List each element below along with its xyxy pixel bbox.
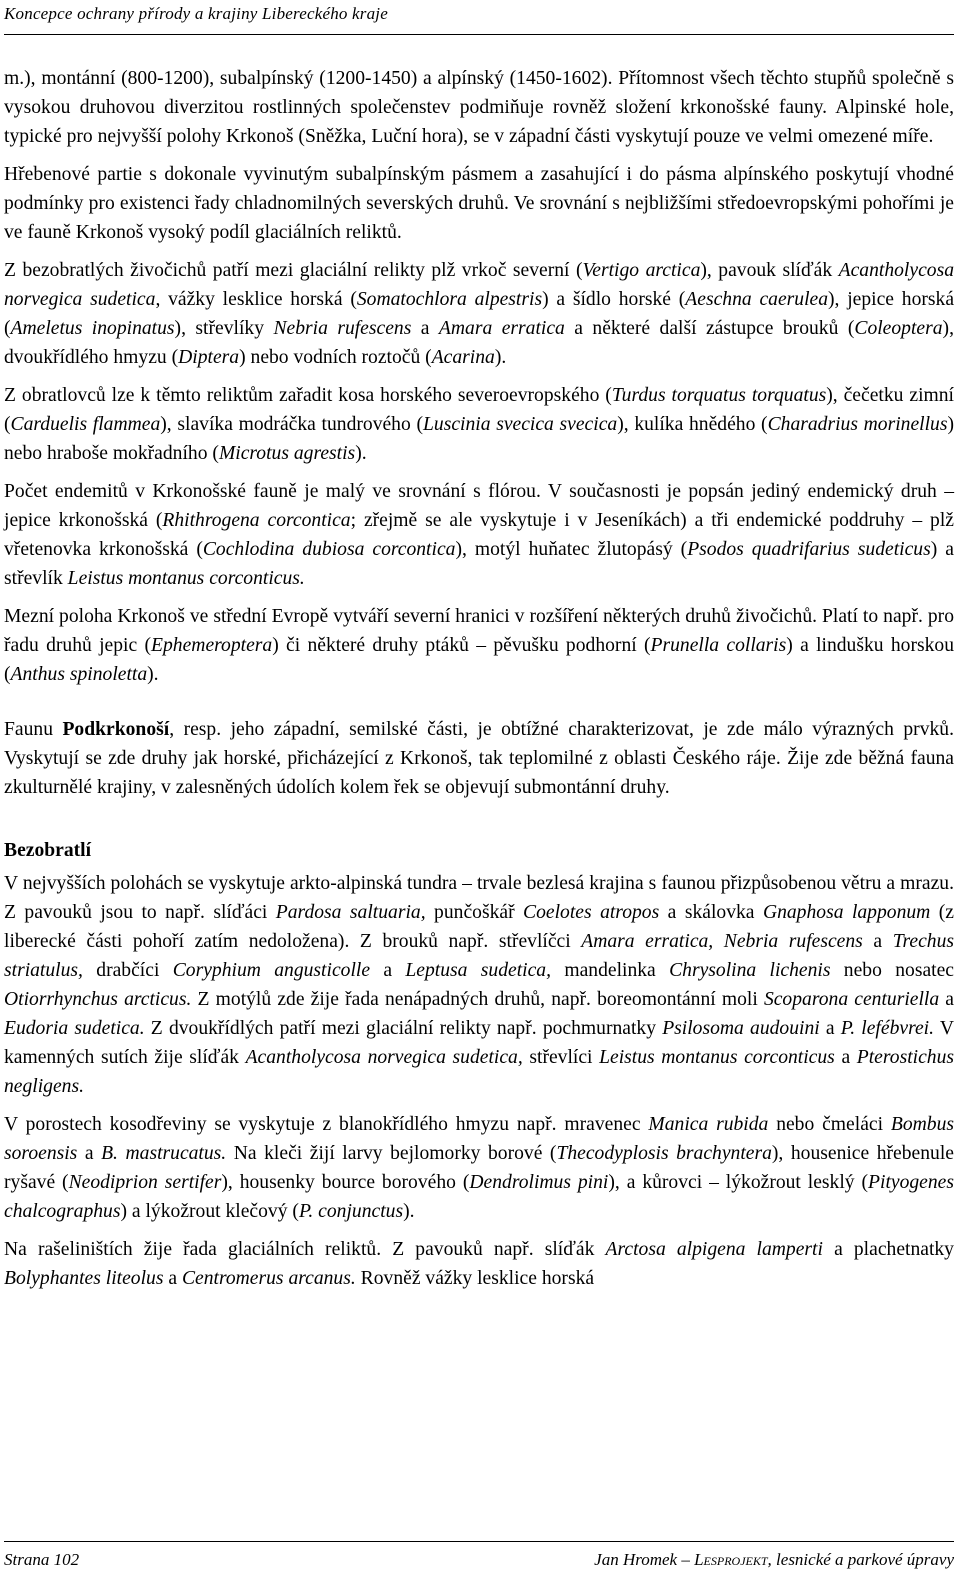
text-run: drabčíci [82, 960, 173, 981]
species-name: Pardosa saltuaria, [275, 902, 426, 923]
page-footer [4, 1541, 954, 1572]
species-name: Leptusa sudetica, [405, 960, 551, 981]
species-name: Microtus agrestis [218, 443, 356, 464]
paragraph [4, 1235, 954, 1293]
footer-author [594, 1550, 954, 1570]
text-run: a [411, 318, 439, 339]
text-run: střevlíci [522, 1047, 600, 1068]
species-name: Acantholycosa norvegica sudetica [4, 260, 954, 310]
species-name: Coryphium angusticolle [172, 960, 371, 981]
text-run: ). [355, 443, 367, 464]
text-run: a [370, 960, 406, 981]
species-name: B. mastrucatus. [101, 1143, 227, 1164]
species-name: Acarina [431, 347, 495, 368]
page-header [4, 0, 954, 35]
species-name: Amara erratica [438, 318, 565, 339]
species-name: Luscinia svecica svecica [423, 414, 618, 435]
text-run: Na kleči žijí larvy bejlomorky borové ( [226, 1143, 557, 1164]
text-run: a [77, 1143, 102, 1164]
text-run: Z obratlovců lze k těmto reliktům zařadit kosa horského severoevropského ( [4, 385, 612, 406]
text-run: ), housenice hřebenule ryšavé ( [4, 1143, 954, 1193]
text-run: Na rašeliništích žije řada glaciálních reliktů. Z pavouků např. slíďák [4, 1239, 606, 1260]
text-run: ), housenky bource borového ( [221, 1172, 470, 1193]
text-run: Rovněž vážky lesklice horská [355, 1268, 595, 1289]
text-run: nebo nosatec [830, 960, 954, 981]
text-run: a skálovka [659, 902, 763, 923]
text-run: ), dvoukřídlého hmyzu ( [4, 318, 954, 368]
text-run: (z liberecké části pohoří zatím nedoložena). Z brouků např. střevlíčci [4, 902, 955, 952]
species-name: Psodos quadrifarius sudeticus [687, 539, 931, 560]
text-run: Z motýlů zde žije řada nenápadných druhů, např. boreomontánní moli [191, 989, 764, 1010]
text-run: ), střevlíky [174, 318, 274, 339]
text-run: a [939, 989, 954, 1010]
text-run: ) nebo hraboše mokřadního ( [4, 414, 955, 464]
text-run: ) a šídlo horské ( [542, 289, 686, 310]
text-run: ; zřejmě se ale vyskytuje i v Jeseníkách) a tři endemické poddruhy – plž vřetenovka krkonošská ( [4, 510, 954, 560]
species-name: Trechus striatulus, [4, 931, 955, 981]
species-name: Ameletus inopinatus [10, 318, 175, 339]
text-run: ) a střevlík [4, 539, 954, 589]
species-name: Turdus torquatus torquatus [611, 385, 827, 406]
text-run: Mezní poloha Krkonoš ve střední Evropě vytváří severní hranici v rozšíření některých druhů živočichů. Platí to např. pro řadu druhů jepic ( [4, 606, 954, 656]
text-run: mandelinka [551, 960, 670, 981]
text-run: ) či některé druhy ptáků – pěvušku podhorní ( [272, 635, 651, 656]
text-run: ), slavíka modráčka tundrového ( [160, 414, 423, 435]
text-run: V porostech kosodřeviny se vyskytuje z blanokřídlého hmyzu např. mravenec [4, 1114, 649, 1135]
species-name: Amara erratica, Nebria rufescens [581, 931, 863, 952]
intro-paragraphs [4, 64, 954, 689]
text-run: Hřebenové partie s dokonale vyvinutým subalpínským pásmem a zasahující i do pásma alpínského poskytují vhodné podmínky pro existenci řady chladnomilných severských druhů. Ve srovnání s nejbližšími středoevropskými pohořími je ve fauně Krkonoš vysoký podíl glaciálních reliktů. [4, 164, 954, 243]
text-run: , vážky lesklice horská ( [155, 289, 357, 310]
text-run: a [163, 1268, 182, 1289]
document-body [4, 64, 954, 1302]
species-name: P. lefébvrei. [840, 1018, 934, 1039]
species-name: Scoparona centuriella [763, 989, 940, 1010]
text-run: m.), montánní (800-1200), subalpínský (1200-1450) a alpínský (1450-1602). Přítomnost všech těchto stupňů společně s vysokou druhovou diverzitou rostlinných společenstev podmiňuje rovněž složení krkonošské fauny. Alpinské hole, typické pro nejvyšší polohy Krkonoš (Sněžka, Luční hora), se v západní části vyskytují pouze ve velmi omezené míře. [4, 68, 954, 147]
paragraph [4, 160, 954, 247]
text-run: ) a lindušku horskou ( [4, 635, 955, 685]
species-name: Carduelis flammea [10, 414, 161, 435]
species-name: Ephemeroptera [151, 635, 273, 656]
text-run: a [862, 931, 893, 952]
species-name: Prunella collaris [650, 635, 787, 656]
species-name: P. conjunctus [298, 1201, 404, 1222]
paragraph [4, 869, 954, 1101]
page-number: Strana 102 [4, 1550, 80, 1569]
species-name: Psilosoma audouini [662, 1018, 820, 1039]
species-name: Leistus montanus corconticus. [67, 568, 305, 589]
paragraph [4, 477, 954, 593]
podkrkonosi-paragraph [4, 715, 954, 802]
species-name: Coleoptera [854, 318, 943, 339]
text-run: ), jepice horská ( [4, 289, 955, 339]
paragraph [4, 64, 954, 151]
text-run: , resp. jeho západní, semilské části, je obtížné charakterizovat, je zde málo výrazných prvků. Vyskytují se zde druhy jak horské, přicházející z Krkonoš, tak teplomilné z oblasti Českého ráje. Žije zde běžná fauna zkulturnělé krajiny, v zalesněných údolích kolem řek se objevují submontánní druhy. [4, 719, 954, 798]
text-run: a některé další zástupce brouků ( [564, 318, 855, 339]
species-name: Arctosa alpigena lamperti [605, 1239, 823, 1260]
text-run: nebo čmeláci [768, 1114, 891, 1135]
paragraph [4, 381, 954, 468]
species-name: Gnaphosa lapponum [762, 902, 931, 923]
footer-company-suffix: , lesnické a parkové úpravy [767, 1550, 954, 1569]
species-name: Rhithrogena corcontica [162, 510, 351, 531]
species-name: Pterostichus negligens. [4, 1047, 954, 1097]
species-name: Bombus soroensis [4, 1114, 954, 1164]
text-run: V kamenných sutích žije slíďák [4, 1018, 954, 1068]
text-run: ), a kůrovci – lýkožrout lesklý ( [608, 1172, 869, 1193]
text-run: Počet endemitů v Krkonošské fauně je malý ve srovnání s flórou. V současnosti je popsán jediný endemický druh – jepice krkonošská ( [4, 481, 954, 531]
species-name: Charadrius morinellus [767, 414, 948, 435]
species-name: Chrysolina lichenis [669, 960, 831, 981]
paragraph [4, 1110, 954, 1226]
species-name: Dendrolimus pini [469, 1172, 609, 1193]
section-heading: Bezobratlí [4, 840, 92, 861]
text-run: ), pavouk slíďák [700, 260, 839, 281]
species-name: Aeschna caerulea [685, 289, 829, 310]
text-run: ), motýl huňatec žlutopásý ( [455, 539, 688, 560]
bold-term: Podkrkonoší [62, 719, 170, 740]
species-name: Eudoria sudetica. [4, 1018, 145, 1039]
species-name: Leistus montanus corconticus [599, 1047, 835, 1068]
species-name: Centromerus arcanus. [181, 1268, 356, 1289]
text-run: V nejvyšších polohách se vyskytuje arkto-alpinská tundra – trvale bezlesá krajina s faunou přizpůsobenou větru a mrazu. Z pavouků jsou to např. slíďáci [4, 873, 954, 923]
text-run: ), kulíka hnědého ( [617, 414, 768, 435]
text-run: ), čečetku zimní ( [4, 385, 954, 435]
footer-company: Lesprojekt [694, 1550, 768, 1569]
text-run: a plachetnatky [822, 1239, 954, 1260]
species-name: Coelotes atropos [523, 902, 660, 923]
text-run: ). [147, 664, 159, 685]
species-name: Otiorrhynchus arcticus. [4, 989, 192, 1010]
header-title: Koncepce ochrany přírody a krajiny Libereckého kraje [4, 4, 388, 23]
species-name: Diptera [178, 347, 240, 368]
text-run: Faunu [4, 719, 63, 740]
species-name: Bolyphantes liteolus [4, 1268, 164, 1289]
text-run: Z bezobratlých živočichů patří mezi glaciální relikty plž vrkoč severní ( [4, 260, 583, 281]
text-run: punčoškář [425, 902, 524, 923]
text-run: ) nebo vodních roztočů ( [239, 347, 432, 368]
species-name: Pityogenes chalcographus [4, 1172, 954, 1222]
paragraph [4, 256, 954, 372]
species-name: Manica rubida [648, 1114, 769, 1135]
species-name: Thecodyplosis brachyntera [556, 1143, 772, 1164]
species-name: Neodiprion sertifer [68, 1172, 222, 1193]
species-name: Cochlodina dubiosa corcontica [202, 539, 456, 560]
footer-author-name: Jan Hromek – [594, 1550, 695, 1569]
text-run: ). [403, 1201, 415, 1222]
species-name: Nebria rufescens [273, 318, 412, 339]
text-run: Z dvoukřídlých patří mezi glaciální relikty např. pochmurnatky [144, 1018, 663, 1039]
text-run: a [819, 1018, 841, 1039]
text-run: ). [494, 347, 507, 368]
paragraph [4, 602, 954, 689]
section-paragraphs [4, 869, 954, 1293]
species-name: Acantholycosa norvegica sudetica, [245, 1047, 523, 1068]
species-name: Anthus spinoletta [10, 664, 148, 685]
species-name: Somatochlora alpestris [356, 289, 543, 310]
text-run: a [834, 1047, 857, 1068]
species-name: Vertigo arctica [582, 260, 701, 281]
text-run: ) a lýkožrout klečový ( [120, 1201, 299, 1222]
